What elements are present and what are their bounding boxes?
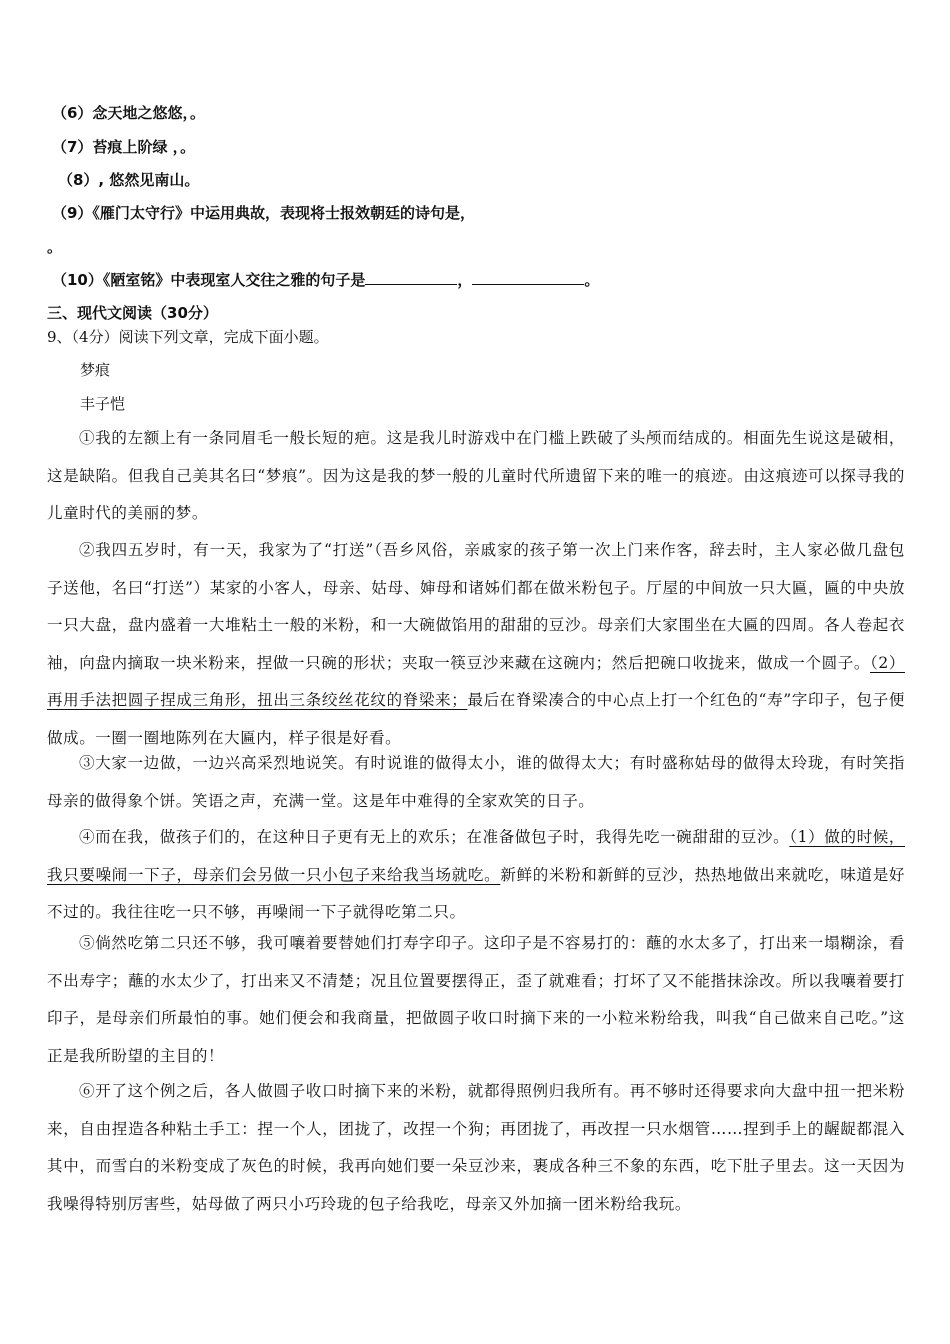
paragraph-2-text-b: 最后在脊梁凑合的中心点上打一个红色的“寿”字印子，包子便做成。一圈一圈地陈列在大匾内，样子很是好看。 [47,691,905,747]
question-9: （9）《雁门太守行》中运用典故，表现将士报效朝廷的诗句是， [52,204,475,222]
section-instruction: 9、（4分）阅读下列文章，完成下面小题。 [47,328,329,346]
question-10-mid: ， [457,271,473,289]
paragraph-4-text-b: 新鲜的米粉和新鲜的豆沙，热热地做出来就吃，味道是好不过的。我往往吃一只不够，再噪闹一下子就得吃第二只。 [47,865,905,921]
section-heading: 三、现代文阅读（30分） [47,304,218,322]
question-7: （7）苔痕上阶绿 ，。 [52,138,196,156]
paragraph-2-text-a: ②我四五岁时，有一天，我家为了“打送”（吾乡风俗，亲戚家的孩子第一次上门来作客，辞去时，主人家必做几盘包子送他，名曰“打送”）某家的小客人，母亲、姑母、婶母和诸姊们都在做米粉包子。厅屋的中间放一只大匾，匾的中央放一只大盘，盘内盛着一大堆粘土一般的米粉，和一大碗做馅用的甜甜的豆沙。母亲们大家围坐在大匾的四周。各人卷起衣袖，向盘内摘取一块米粉来，捏做一只碗的形状；夹取一筷豆沙来藏在这碗内；然后把碗口收拢来，做成一个圆子。 [47,541,905,672]
answer-blank-1[interactable] [365,270,457,285]
paragraph-2-underlined-sentence: （2）再用手法把圆子捏成三角形，扭出三条绞丝花纹的脊梁来； [47,653,905,709]
paragraph-4 [47,819,905,932]
question-9-end: 。 [47,238,63,256]
paragraph-4-underlined-sentence: （1）做的时候，我只要噪闹一下子，母亲们会另做一只小包子来给我当场就吃。 [47,828,905,884]
paragraph-5: ⑤倘然吃第二只还不够，我可嚷着要替她们打寿字印子。这印子是不容易打的：蘸的水太多了，打出来一塌糊涂，看不出寿字；蘸的水太少了，打出来又不清楚；况且位置要摆得正，歪了就难看；打坏了又不能揩抹涂改。所以我嚷着要打印子，是母亲们所最怕的事。她们便会和我商量，把做圆子收口时摘下来的一小粒米粉给我，叫我“自己做来自己吃。”这正是我所盼望的主目的！ [47,934,905,1065]
question-6: （6）念天地之悠悠，。 [52,104,205,122]
paragraph-4-text-a: ④而在我，做孩子们的，在这种日子更有无上的欢乐；在准备做包子时，我得先吃一碗甜甜的豆沙。 [79,828,790,846]
paragraph-1: ①我的左额上有一条同眉毛一般长短的疤。这是我儿时游戏中在门槛上跌破了头颅而结成的。相面先生说这是破相，这是缺陷。但我自己美其名曰“梦痕”。因为这是我的梦一般的儿童时代所遗留下来的唯一的痕迹。由这痕迹可以探寻我的儿童时代的美丽的梦。 [47,429,905,522]
question-10-prefix: （10）《陋室铭》中表现室人交往之雅的句子是 [52,271,366,289]
question-10 [52,270,599,290]
answer-blank-2[interactable] [472,270,584,285]
paragraph-3: ③大家一边做，一边兴高采烈地说笑。有时说谁的做得太小，谁的做得太大；有时盛称姑母的做得太玲珑，有时笑指母亲的做得象个饼。笑语之声，充满一堂。这是年中难得的全家欢笑的日子。 [47,754,905,810]
question-10-end: 。 [584,271,600,289]
paragraph-2 [47,532,905,757]
question-8: （8）, 悠然见南山。 [58,171,200,189]
paragraph-6: ⑥开了这个例之后，各人做圆子收口时摘下来的米粉，就都得照例归我所有。再不够时还得要求向大盘中扭一把米粉来，自由捏造各种粘土手工：捏一个人，团拢了，改捏一个狗；再团拢了，再改捏一只水烟管……捏到手上的龌龊都混入其中，而雪白的米粉变成了灰色的时候，我再向她们要一朵豆沙来，裹成各种三不象的东西，吃下肚子里去。这一天因为我噪得特别厉害些，姑母做了两只小巧玲珑的包子给我吃，母亲又外加摘一团米粉给我玩。 [47,1082,905,1213]
article-title: 梦痕 [80,361,111,379]
article-author: 丰子恺 [80,395,126,413]
